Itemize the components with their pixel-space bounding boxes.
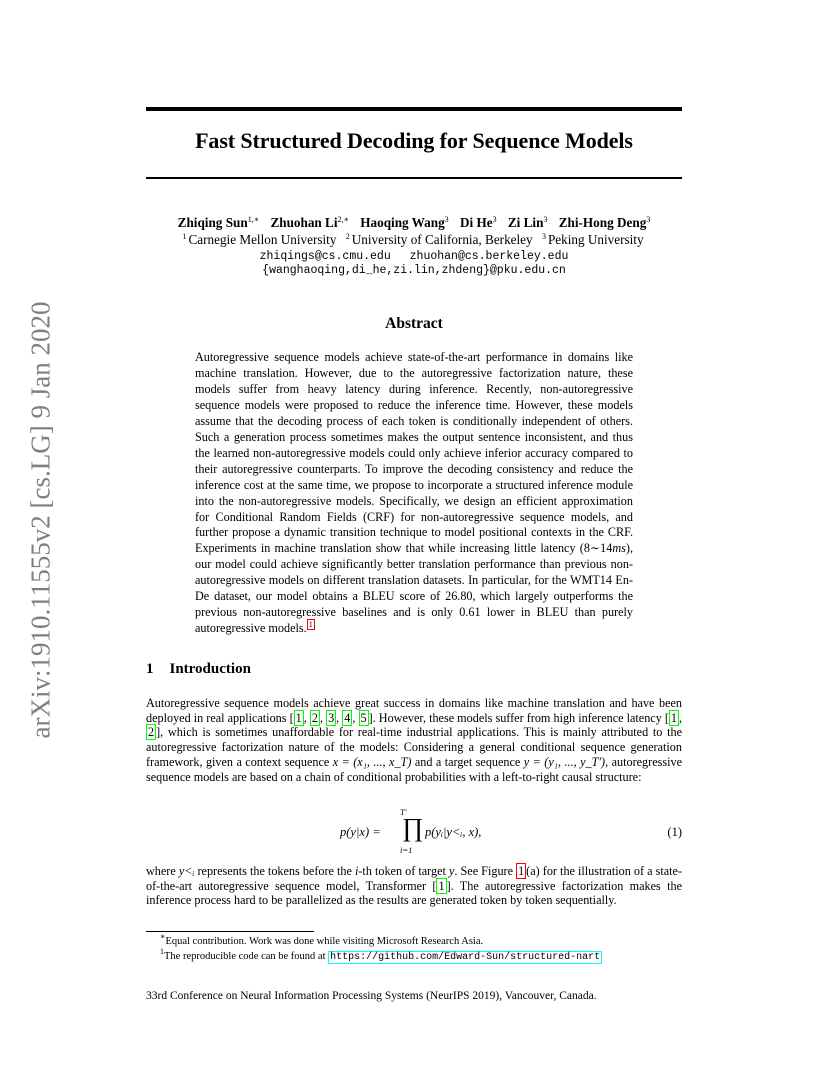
paper-title: Fast Structured Decoding for Sequence Models [195, 128, 633, 153]
email-line-1 [146, 250, 682, 263]
intro-paragraph-1: Autoregressive sequence models achieve great success in domains like machine translation and have been deployed in real applications [ 1 , 2 , 3 , 4 , 5 ]. However, these models suffer from high inference latency [ 1 , 2 ], which is sometimes unaffordable for real-time industrial applications. This is mainly attributed to the autoregressive factorization nature of the models: Considering a general conditional sequence generation framework, given a context sequence x = (x₁, ..., x_T) and a target sequence y = (y₁, ..., y_T′), autoregressive sequence models are based on a chain of conditional probabilities with a left-to-right causal structure: [146, 696, 683, 784]
author: Zhuohan $Li^{2,∗}$ [270, 215, 349, 230]
figure-link[interactable]: 1 [518, 864, 525, 878]
citation-link[interactable]: 4 [344, 710, 351, 725]
code-url-link[interactable]: https://github.com/Edward-Sun/structured-nart [330, 952, 601, 963]
email: zhuohan@cs.berkeley.edu [409, 250, 569, 263]
abstract-heading: Abstract [385, 315, 443, 332]
author: Zi Lin$^3$ [507, 215, 548, 230]
citation-link[interactable]: 2 [148, 725, 155, 740]
citation-link[interactable]: 1 [295, 710, 302, 725]
arxiv-stamp: arXiv:1910.11555v2 [cs.LG] 9 Jan 2020 [25, 301, 56, 739]
footnote-2: $^1$The reproducible code can be found at https://github.com/Edward-Sun/structured-nart [160, 947, 601, 963]
citation-link[interactable]: 1 [670, 710, 678, 725]
affiliation: $^2$ University of California, Berkeley [345, 232, 533, 247]
section-heading: 1 Introduction [146, 661, 251, 677]
product-symbol: ∏ [402, 813, 424, 842]
citation-link[interactable]: 1 [438, 878, 445, 893]
author: Di He$^3$ [459, 215, 497, 230]
title-top-rule [146, 107, 682, 111]
abstract-body: Autoregressive sequence models achieve state-of-the-art performance in domains like machine translation. However, due to the autoregressive factorization nature, these models suffer from heavy latency during inference. Recently, non-autoregressive sequence models were proposed to reduce the inference time. However, these models assume that the decoding process of each token is conditionally independent of others. Such a generation process sometimes makes the output sentence inconsistent, and thus the learned non-autoregressive models could only achieve inferior accuracy compared to their autoregressive counterparts. To improve the decoding consistency and reduce the inference cost at the same time, we propose to incorporate a structured inference module into the non-autoregressive models. Specifically, we design an efficient approximation for Conditional Random Fields (CRF) for non-autoregressive sequence models, and further propose a dynamic transition technique to model positional contexts in the CRF. Experiments in machine translation show that while increasing little latency (8∼14ms), our model could achieve significantly better translation performance than previous non-autoregressive models on different translation datasets. In particular, for the WMT14 En-De dataset, our model obtains a BLEU score of 26.80, which largely outperforms the previous non-autoregressive baselines and is only 0.61 lower in BLEU than purely autoregressive models. $^1$ [195, 350, 633, 636]
intro-paragraph-2: where y<ᵢ represents the tokens before the i-th token of target y. See Figure 1 (a) for the illustration of a state-of-the-art autoregressive sequence model, Transformer [ 1 ]. The autoregressive factorization makes the inference process hard to be parallelized as the results are generated token by token sequentially. [146, 864, 682, 908]
affiliation-list [146, 232, 682, 248]
equation-number: (1) [667, 825, 682, 839]
title-bottom-rule [146, 177, 682, 179]
equation-1: p(y|x) = T′ ∏ i=1 p(yᵢ|y<ᵢ, x), (1) [340, 807, 682, 855]
author: Zhiqing Sun$^{1,∗}$ [177, 215, 260, 230]
footnote-link[interactable]: 1 [308, 620, 313, 630]
author: Zhi-Hong Deng$^3$ [558, 215, 651, 230]
email: zhiqings@cs.cmu.edu [259, 250, 391, 263]
affiliation: $^1$ Carnegie Mellon University [182, 232, 337, 247]
footnote-1: ∗Equal contribution. Work was done while visiting Microsoft Research Asia. [160, 932, 484, 947]
email-line-2: {wanghaoqing,di_he,zi.lin,zhdeng}@pku.edu.cn [262, 264, 566, 277]
venue-note: 33rd Conference on Neural Information Processing Systems (NeurIPS 2019), Vancouver, Canada. [146, 990, 597, 1002]
affiliation: $^3$ Peking University [541, 232, 644, 247]
footnote-rule [146, 931, 314, 932]
author-list [146, 215, 682, 231]
citation-link[interactable]: 5 [360, 710, 367, 725]
author: Haoqing Wang$^3$ [360, 215, 449, 230]
citation-link[interactable]: 3 [328, 710, 335, 725]
citation-link[interactable]: 2 [311, 710, 318, 725]
